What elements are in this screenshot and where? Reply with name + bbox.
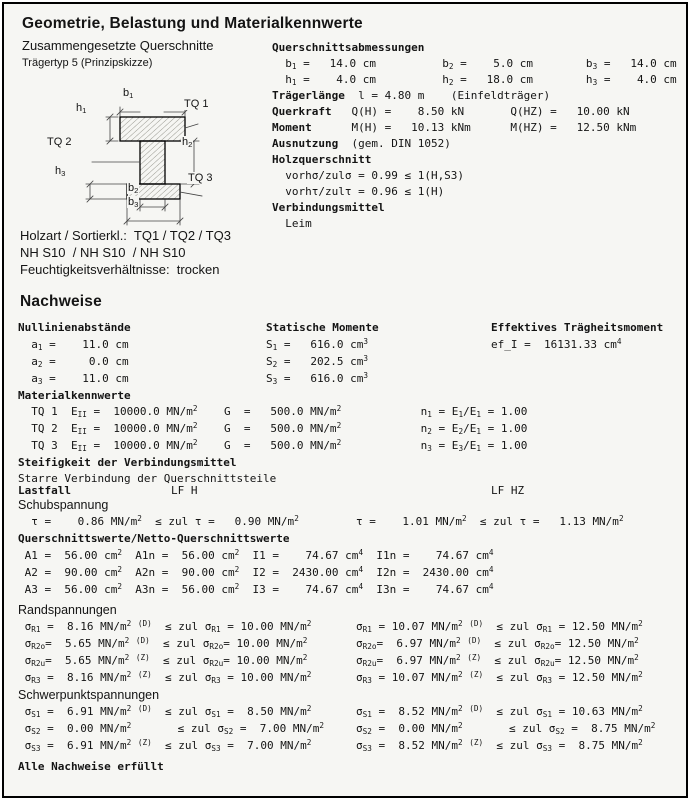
row-verbindungsmittel: Leim [272,217,312,230]
row-ausnutzung [272,137,451,150]
cross-section-sketch [52,104,282,246]
label-lf-h: LF H [171,484,198,497]
row-qw-3: A3 = 56.00 $cm^2$ A3n = 56.00 $cm^2$ I3 = 74.67 $cm^4$ I3n = 74.67 $cm^4$ [18,582,494,596]
dim-label-h2: $h_2$ [182,136,193,150]
row-querkraft [272,105,630,118]
dim-label-h3: $h_3$ [55,165,66,179]
heading-materialkennwerte: Materialkennwerte [18,389,131,402]
row-s3: $S_3 = 616.0$ $cm^3$ [266,371,368,387]
section-title-nachweise: Nachweise [20,293,102,310]
row-tau-lfhz: τ = 1.01 $MN/m^2$ ≤ zul τ = 1.13 $MN/m^2$ [356,514,624,528]
label-moment: Moment [272,121,312,134]
row-qw-1: A1 = 56.00 $cm^2$ A1n = 56.00 $cm^2$ I1 = 74.67 $cm^4$ I1n = 74.67 $cm^4$ [18,548,494,562]
report-page [2,2,688,798]
row-sigma-s2-lfh: $\sigma_{S2} = 0.00$ $MN/m^2$ ≤ zul $\sigma_{S2} = 7.00$ $MN/m^2$ [18,721,324,737]
part-label-tq1: TQ 1 [184,98,209,110]
dim-label-b2: $b_2$ [128,182,139,196]
row-s2: $S_2 = 202.5$ $cm^3$ [266,354,368,370]
heading-querschnittswerte: Querschnittswerte/Netto-Querschnittswerte [18,532,290,545]
value-ausnutzung: (gem. DIN 1052) [338,137,451,150]
row-qw-2: A2 = 90.00 $cm^2$ A2n = 90.00 $cm^2$ I2 = 2430.00 $cm^4$ I2n = 2430.00 $cm^4$ [18,565,494,579]
row-sigma-s3-lfhz: $\sigma_{S3} = 8.52$ $MN/m^2$ $^{(Z)}$ ≤ zul $\sigma_{S3} = 8.75$ $MN/m^2$ [356,738,643,754]
page-title: Geometrie, Belastung und Materialkennwerte [22,15,363,32]
label-lf-hz: LF HZ [491,484,525,497]
row-material-tq2: TQ 2 $E_{II} = 10000.0$ $MN/m^2$ G = 500.0 $MN/m^2$ $n_2 = E_2/E_1 = 1.00$ [18,421,528,437]
heading-statische-momente: Statische Momente [266,321,379,334]
row-holzart: Holzart / Sortierkl.: TQ1 / TQ2 / TQ3 [20,228,231,243]
row-material-tq3: TQ 3 $E_{II} = 10000.0$ $MN/m^2$ G = 500.0 $MN/m^2$ $n_3 = E_3/E_1 = 1.00$ [18,438,528,454]
row-sigma-s2-lfhz: $\sigma_{S2} = 0.00$ $MN/m^2$ ≤ zul $\sigma_{S2} = 8.75$ $MN/m^2$ [356,721,656,737]
row-sigma-r1-lfhz: $\sigma_{R1} = 10.07$ $MN/m^2$ $^{(D)}$ ≤ zul $\sigma_{R1} = 12.50$ $MN/m^2$ [356,619,643,635]
row-tau-lfh: τ = 0.86 $MN/m^2$ ≤ zul τ = 0.90 $MN/m^2$ [18,514,299,528]
row-traegerlaenge [272,89,550,102]
row-a2: $a_2$ = 0.0 cm [18,355,129,370]
label-traegerlaenge: Trägerlänge [272,89,345,102]
row-ef-i: ef_I = 16131.33 $cm^4$ [491,337,622,351]
cross-section-diagram [34,86,264,228]
heading-nullinienabstaende: Nullinienabstände [18,321,131,334]
section-heading-holzquerschnitt: Holzquerschnitt [272,153,372,166]
label-ausnutzung: Ausnutzung [272,137,339,150]
row-sigma-r3-lfhz: $\sigma_{R3} = 10.07$ $MN/m^2$ $^{(Z)}$ ≤ zul $\sigma_{R3} = 12.50$ $MN/m^2$ [356,670,643,686]
row-material-tq1: TQ 1 $E_{II} = 10000.0$ $MN/m^2$ G = 500.0 $MN/m^2$ $n_1 = E_1/E_1 = 1.00$ [18,404,528,420]
label-querkraft: Querkraft [272,105,332,118]
value-traegerlaenge: l = 4.80 m (Einfeldträger) [344,89,551,102]
row-sigma-r3-lfh: $\sigma_{R3} = 8.16$ $MN/m^2$ $^{(Z)}$ ≤ zul $\sigma_{R3} = 10.00$ $MN/m^2$ [18,670,312,686]
part-label-tq3: TQ 3 [188,172,213,184]
row-s1: $S_1 = 616.0$ $cm^3$ [266,337,368,353]
row-sigma-r1-lfh: $\sigma_{R1} = 8.16$ $MN/m^2$ $^{(D)}$ ≤ zul $\sigma_{R1} = 10.00$ $MN/m^2$ [18,619,312,635]
row-feuchte: Feuchtigkeitsverhältnisse: trocken [20,262,220,277]
row-sigma-s1-lfhz: $\sigma_{S1} = 8.52$ $MN/m^2$ $^{(D)}$ ≤ zul $\sigma_{S1} = 10.63$ $MN/m^2$ [356,704,643,720]
value-moment: M(H) = 10.13 kNm M(HZ) = 12.50 kNm [311,121,637,134]
dim-label-b3: $b_3$ [128,196,139,210]
row-sigma-r2o-lfh: $\sigma_{R2o}= 5.65$ $MN/m^2$ $^{(D)}$ ≤ zul $\sigma_{R2o}= 10.00$ $MN/m^2$ [18,636,308,652]
row-ausnutzung-sigma: vorhσ/zulσ = 0.99 ≤ 1(H,S3) [272,169,465,182]
heading-steifigkeit: Steifigkeit der Verbindungsmittel [18,456,237,469]
row-sortierklassen: NH S10 / NH S10 / NH S10 [20,245,186,260]
status-alle-nachweise: Alle Nachweise erfüllt [18,760,164,773]
row-moment [272,121,636,134]
dim-label-b1: $b_1$ [123,87,134,101]
row-sigma-r2u-lfhz: $\sigma_{R2u}= 6.97$ $MN/m^2$ $^{(Z)}$ ≤ zul $\sigma_{R2u}= 12.50$ $MN/m^2$ [356,653,639,669]
dim-label-h1: $h_1$ [76,102,87,116]
section-heading-verbindungsmittel: Verbindungsmittel [272,201,385,214]
web-shape [140,141,165,184]
part-label-tq2: TQ 2 [47,136,72,148]
sketch-note: Trägertyp 5 (Prinzipskizze) [22,57,153,69]
row-steifigkeit-text: Starre Verbindung der Querschnittsteile [18,472,277,485]
row-sigma-r2o-lfhz: $\sigma_{R2o}= 6.97$ $MN/m^2$ $^{(D)}$ ≤ zul $\sigma_{R2o}= 12.50$ $MN/m^2$ [356,636,639,652]
row-b-dimensions: $b_1 = 14.0$ cm $b_2$ = 5.0 cm $b_3 = 14.0$ cm [272,57,677,72]
value-querkraft: Q(H) = 8.50 kN Q(HZ) = 10.00 kN [331,105,630,118]
row-a1: $a_1$ = 11.0 cm [18,338,129,353]
row-h-dimensions: $h_1$ = 4.0 cm $h_2 = 18.0$ cm $h_3$ = 4.0 cm [272,73,677,88]
section-heading-querschnittsabmessungen: Querschnittsabmessungen [272,41,425,54]
top-flange-shape [120,117,185,141]
page-subtitle: Zusammengesetzte Querschnitte [22,38,214,53]
heading-schubspannung: Schubspannung [18,498,109,512]
row-a3: $a_3$ = 11.0 cm [18,372,129,387]
heading-effektives-traegheitsmoment: Effektives Trägheitsmoment [491,321,664,334]
row-sigma-s1-lfh: $\sigma_{S1} = 6.91$ $MN/m^2$ $^{(D)}$ ≤ zul $\sigma_{S1} = 8.50$ $MN/m^2$ [18,704,312,720]
heading-schwerpunktspannungen: Schwerpunktspannungen [18,688,160,702]
row-sigma-s3-lfh: $\sigma_{S3} = 6.91$ $MN/m^2$ $^{(Z)}$ ≤ zul $\sigma_{S3} = 7.00$ $MN/m^2$ [18,738,312,754]
heading-randspannungen: Randspannungen [18,603,117,617]
heading-lastfall: Lastfall [18,484,71,497]
row-sigma-r2u-lfh: $\sigma_{R2u}= 5.65$ $MN/m^2$ $^{(Z)}$ ≤ zul $\sigma_{R2u}= 10.00$ $MN/m^2$ [18,653,308,669]
row-ausnutzung-tau: vorhτ/zulτ = 0.96 ≤ 1(H) [272,185,445,198]
